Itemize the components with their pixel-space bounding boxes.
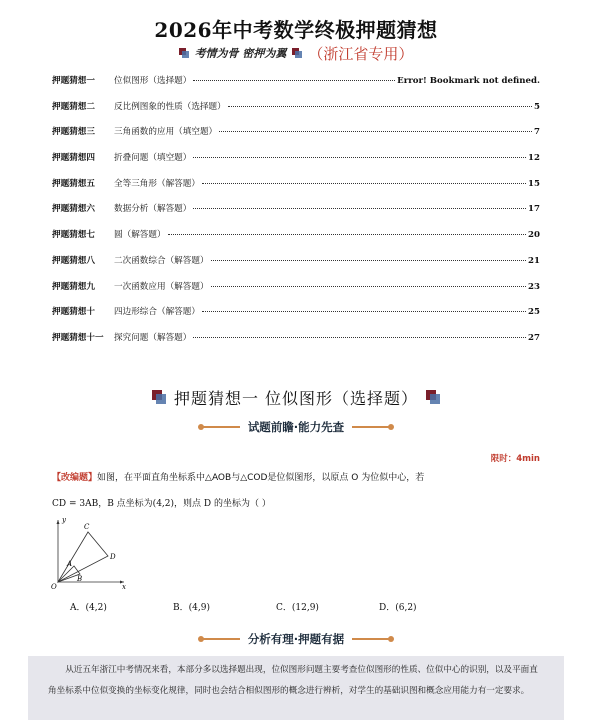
toc-number: 押题猜想四 <box>52 153 95 164</box>
square-decoration-icon <box>426 390 440 404</box>
region-label: （浙江省专用） <box>308 44 414 63</box>
toc-number: 押题猜想八 <box>52 255 95 266</box>
toc-title: 探究问题（解答题） <box>114 332 192 343</box>
option-d[interactable]: D．(6,2) <box>379 603 417 613</box>
toc-entry-9[interactable] <box>52 280 540 306</box>
square-decoration-icon <box>292 48 302 58</box>
toc-leader <box>202 183 526 184</box>
toc-title: 圆（解答题） <box>114 230 166 241</box>
banner-line-right <box>352 426 390 428</box>
analysis-box <box>28 656 564 720</box>
toc-title: 反比例图象的性质（选择题） <box>114 101 226 112</box>
x-axis-label: x <box>122 583 126 590</box>
question-text-1: 如图，在平面直角坐标系中△AOB与△COD是位似图形，以原点 O 为位似中心，若 <box>97 473 425 483</box>
toc-entry-5[interactable] <box>52 177 540 203</box>
y-axis-arrow-icon <box>57 520 60 524</box>
toc-entry-2[interactable] <box>52 100 540 126</box>
toc-leader <box>211 260 526 261</box>
point-a-label: A <box>67 560 73 568</box>
toc-title: 位似图形（选择题） <box>114 76 192 86</box>
subtitle-row <box>0 42 592 64</box>
toc-number: 押题猜想一 <box>52 76 95 86</box>
toc-page: 5 <box>534 101 540 112</box>
banner-line-left <box>202 638 240 640</box>
banner-text: 分析有理·押题有据 <box>247 632 345 646</box>
toc-entry-1[interactable] <box>52 74 540 100</box>
toc-number: 押题猜想九 <box>52 281 95 292</box>
toc-number: 押题猜想二 <box>52 101 95 112</box>
toc-entry-11[interactable] <box>52 331 540 357</box>
toc-leader <box>193 80 395 81</box>
origin-label: O <box>51 583 57 590</box>
toc-number: 押题猜想五 <box>52 178 95 189</box>
preview-banner <box>0 418 592 436</box>
toc-title: 三角函数的应用（填空题） <box>114 127 218 138</box>
question-line-2: CD = 3AB，B 点坐标为(4,2)，则点 D 的坐标为（ ） <box>52 499 271 509</box>
y-axis-label: y <box>62 516 66 524</box>
analysis-text: 从近五年浙江中考情况来看，本部分多以选择题出现，位似图形问题主要考查位似图形的性质、位似中心的识别，以及平面直角坐标系中位似变换的坐标变化规律，同时也会结合相似图形的概念进行辨析，对学生的基础识图和概念应用能力有一定要求。 <box>48 665 538 696</box>
question-line-1 <box>52 470 542 483</box>
toc-title: 折叠问题（填空题） <box>114 153 192 164</box>
toc-page: 20 <box>528 230 540 241</box>
point-d-label: D <box>110 553 116 561</box>
toc-leader <box>228 106 532 107</box>
toc-entry-4[interactable] <box>52 151 540 177</box>
toc-page: 15 <box>528 178 540 189</box>
toc-leader <box>193 337 526 338</box>
table-of-contents <box>52 74 540 357</box>
toc-page: 23 <box>528 281 540 292</box>
toc-leader <box>211 286 526 287</box>
option-a[interactable]: A．(4,2) <box>70 603 107 613</box>
toc-title: 四边形综合（解答题） <box>114 307 200 318</box>
toc-leader <box>219 131 532 132</box>
banner-line-right <box>352 638 390 640</box>
banner-text: 试题前瞻·能力先查 <box>247 420 345 434</box>
toc-page: 25 <box>528 307 540 318</box>
toc-number: 押题猜想三 <box>52 127 95 138</box>
banner-line-left <box>202 426 240 428</box>
toc-entry-3[interactable] <box>52 125 540 151</box>
square-decoration-icon <box>179 48 189 58</box>
toc-page: 7 <box>534 127 540 138</box>
toc-title: 数据分析（解答题） <box>114 204 192 215</box>
toc-leader <box>202 311 526 312</box>
slogan: 考情为骨 密押为翼 <box>194 47 287 60</box>
toc-title: 全等三角形（解答题） <box>114 178 200 189</box>
answer-options <box>70 600 490 613</box>
toc-title: 一次函数应用（解答题） <box>114 281 209 292</box>
document-title: 2026年中考数学终极押题猜想 <box>154 18 438 42</box>
toc-page: 27 <box>528 332 540 343</box>
coordinate-figure <box>50 514 130 590</box>
option-b[interactable]: B．(4,9) <box>173 603 210 613</box>
option-c[interactable]: C．(12,9) <box>276 603 319 613</box>
point-b-label: B <box>77 575 83 583</box>
toc-leader <box>193 157 526 158</box>
toc-title: 二次函数综合（解答题） <box>114 255 209 266</box>
toc-page: 12 <box>528 153 540 164</box>
square-decoration-icon <box>152 390 166 404</box>
section-title: 押题猜想一 位似图形（选择题） <box>173 388 419 408</box>
time-limit-label: 限时：4min <box>490 454 540 464</box>
toc-leader <box>168 234 526 235</box>
toc-page: 21 <box>528 255 540 266</box>
toc-entry-6[interactable] <box>52 202 540 228</box>
toc-number: 押题猜想十 <box>52 307 95 318</box>
toc-number: 押题猜想七 <box>52 230 95 241</box>
toc-entry-10[interactable] <box>52 305 540 331</box>
toc-page: 17 <box>528 204 540 215</box>
toc-entry-8[interactable] <box>52 254 540 280</box>
analysis-banner <box>0 630 592 648</box>
toc-number: 押题猜想六 <box>52 204 95 215</box>
toc-leader <box>193 208 526 209</box>
toc-entry-7[interactable] <box>52 228 540 254</box>
question-tag: 【改编题】 <box>52 473 98 483</box>
toc-number: 押题猜想十一 <box>52 332 104 343</box>
point-c-label: C <box>84 523 90 531</box>
toc-page: Error! Bookmark not defined. <box>397 76 540 86</box>
section-heading <box>0 384 592 410</box>
